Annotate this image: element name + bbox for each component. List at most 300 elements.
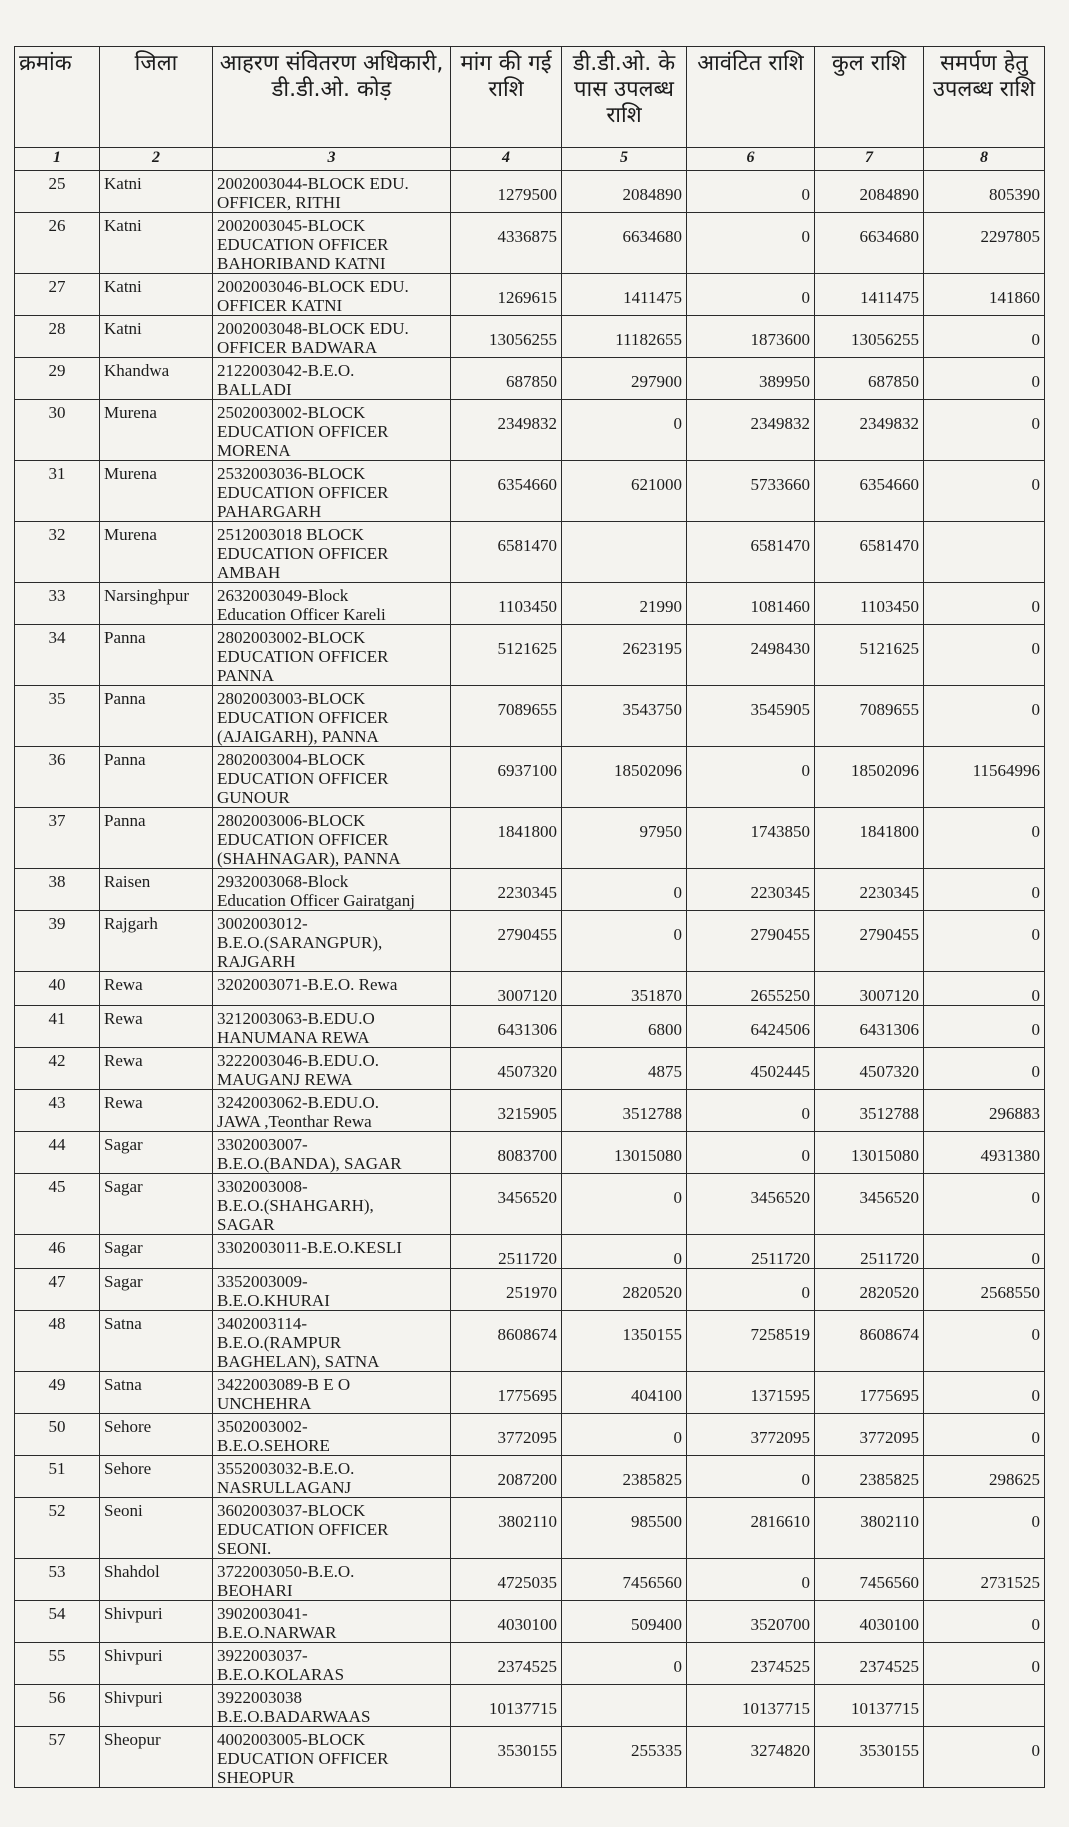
available-cell: 621000 (562, 461, 687, 522)
available-cell: 13015080 (562, 1132, 687, 1174)
table-row (15, 1311, 1045, 1372)
allotted-cell: 0 (687, 1132, 815, 1174)
demand-cell: 6431306 (451, 1006, 562, 1048)
district-cell: Katni (100, 213, 213, 274)
demand-cell: 1269615 (451, 274, 562, 316)
total-cell: 3007120 (815, 972, 924, 1006)
demand-cell: 6354660 (451, 461, 562, 522)
total-cell: 2230345 (815, 869, 924, 911)
ddo-cell: 2002003046-BLOCK EDU. OFFICER KATNI (213, 274, 451, 316)
header-available: डी.डी.ओ. के पास उपलब्ध राशि (562, 47, 687, 148)
table-row (15, 1174, 1045, 1235)
table-row (15, 1048, 1045, 1090)
available-cell: 0 (562, 1174, 687, 1235)
surrender-cell: 0 (924, 1048, 1045, 1090)
table-row (15, 358, 1045, 400)
surrender-cell: 0 (924, 869, 1045, 911)
total-cell: 4507320 (815, 1048, 924, 1090)
demand-cell: 2511720 (451, 1235, 562, 1269)
allocation-table (14, 46, 1045, 1788)
district-cell: Rewa (100, 1090, 213, 1132)
ddo-cell: 3302003008- B.E.O.(SHAHGARH), SAGAR (213, 1174, 451, 1235)
allotted-cell: 5733660 (687, 461, 815, 522)
allotted-cell: 10137715 (687, 1685, 815, 1727)
total-cell: 10137715 (815, 1685, 924, 1727)
table-row (15, 583, 1045, 625)
available-cell: 0 (562, 400, 687, 461)
available-cell: 0 (562, 1643, 687, 1685)
district-cell: Rewa (100, 1048, 213, 1090)
ddo-cell: 3302003007- B.E.O.(BANDA), SAGAR (213, 1132, 451, 1174)
allotted-cell: 0 (687, 213, 815, 274)
table-row (15, 171, 1045, 213)
total-cell: 687850 (815, 358, 924, 400)
total-cell: 4030100 (815, 1601, 924, 1643)
available-cell: 351870 (562, 972, 687, 1006)
available-cell: 2623195 (562, 625, 687, 686)
available-cell: 255335 (562, 1727, 687, 1788)
district-cell: Panna (100, 747, 213, 808)
total-cell: 2820520 (815, 1269, 924, 1311)
ddo-cell: 2932003068-Block Education Officer Gairatganj (213, 869, 451, 911)
allotted-cell: 1743850 (687, 808, 815, 869)
total-cell: 18502096 (815, 747, 924, 808)
total-cell: 2385825 (815, 1456, 924, 1498)
serial-cell: 29 (15, 358, 100, 400)
table-row (15, 274, 1045, 316)
column-number: 6 (687, 148, 815, 171)
surrender-cell: 0 (924, 400, 1045, 461)
serial-cell: 43 (15, 1090, 100, 1132)
column-number: 1 (15, 148, 100, 171)
demand-cell: 3772095 (451, 1414, 562, 1456)
surrender-cell: 0 (924, 1643, 1045, 1685)
serial-cell: 32 (15, 522, 100, 583)
demand-cell: 1279500 (451, 171, 562, 213)
allotted-cell: 1371595 (687, 1372, 815, 1414)
surrender-cell: 0 (924, 1311, 1045, 1372)
total-cell: 1103450 (815, 583, 924, 625)
surrender-cell: 0 (924, 583, 1045, 625)
total-cell: 6431306 (815, 1006, 924, 1048)
available-cell: 2385825 (562, 1456, 687, 1498)
demand-cell: 10137715 (451, 1685, 562, 1727)
district-cell: Shivpuri (100, 1685, 213, 1727)
demand-cell: 6581470 (451, 522, 562, 583)
column-number: 4 (451, 148, 562, 171)
ddo-cell: 3002003012- B.E.O.(SARANGPUR), RAJGARH (213, 911, 451, 972)
available-cell: 21990 (562, 583, 687, 625)
demand-cell: 3215905 (451, 1090, 562, 1132)
column-number: 7 (815, 148, 924, 171)
surrender-cell: 0 (924, 972, 1045, 1006)
allotted-cell: 3274820 (687, 1727, 815, 1788)
demand-cell: 2790455 (451, 911, 562, 972)
allotted-cell: 2230345 (687, 869, 815, 911)
total-cell: 2511720 (815, 1235, 924, 1269)
serial-cell: 38 (15, 869, 100, 911)
allotted-cell: 3456520 (687, 1174, 815, 1235)
surrender-cell: 0 (924, 1006, 1045, 1048)
total-cell: 6581470 (815, 522, 924, 583)
table-row (15, 1685, 1045, 1727)
demand-cell: 4336875 (451, 213, 562, 274)
ddo-cell: 3422003089-B E O UNCHEHRA (213, 1372, 451, 1414)
available-cell: 3543750 (562, 686, 687, 747)
demand-cell: 1841800 (451, 808, 562, 869)
column-number-row (15, 148, 1045, 171)
demand-cell: 1775695 (451, 1372, 562, 1414)
available-cell (562, 1685, 687, 1727)
surrender-cell: 805390 (924, 171, 1045, 213)
table-row (15, 1269, 1045, 1311)
surrender-cell: 141860 (924, 274, 1045, 316)
district-cell: Narsinghpur (100, 583, 213, 625)
table-row (15, 1643, 1045, 1685)
allotted-cell: 0 (687, 1269, 815, 1311)
surrender-cell (924, 522, 1045, 583)
district-cell: Sagar (100, 1235, 213, 1269)
district-cell: Rewa (100, 972, 213, 1006)
serial-cell: 30 (15, 400, 100, 461)
total-cell: 3802110 (815, 1498, 924, 1559)
district-cell: Shivpuri (100, 1643, 213, 1685)
serial-cell: 41 (15, 1006, 100, 1048)
header-surrender: समर्पण हेतु उपलब्ध राशि (924, 47, 1045, 148)
serial-cell: 52 (15, 1498, 100, 1559)
district-cell: Rewa (100, 1006, 213, 1048)
allotted-cell: 2816610 (687, 1498, 815, 1559)
demand-cell: 251970 (451, 1269, 562, 1311)
allotted-cell: 3545905 (687, 686, 815, 747)
available-cell: 0 (562, 1414, 687, 1456)
table-row (15, 213, 1045, 274)
column-number: 8 (924, 148, 1045, 171)
table-row (15, 686, 1045, 747)
available-cell: 2820520 (562, 1269, 687, 1311)
district-cell: Satna (100, 1311, 213, 1372)
total-cell: 13015080 (815, 1132, 924, 1174)
serial-cell: 56 (15, 1685, 100, 1727)
district-cell: Sagar (100, 1174, 213, 1235)
total-cell: 6354660 (815, 461, 924, 522)
ddo-cell: 2632003049-Block Education Officer Kareli (213, 583, 451, 625)
available-cell: 6800 (562, 1006, 687, 1048)
total-cell: 5121625 (815, 625, 924, 686)
available-cell: 97950 (562, 808, 687, 869)
serial-cell: 37 (15, 808, 100, 869)
ddo-cell: 4002003005-BLOCK EDUCATION OFFICER SHEOPUR (213, 1727, 451, 1788)
table-row (15, 625, 1045, 686)
surrender-cell: 0 (924, 1372, 1045, 1414)
district-cell: Raisen (100, 869, 213, 911)
total-cell: 1841800 (815, 808, 924, 869)
serial-cell: 33 (15, 583, 100, 625)
demand-cell: 2230345 (451, 869, 562, 911)
allotted-cell: 2790455 (687, 911, 815, 972)
serial-cell: 53 (15, 1559, 100, 1601)
district-cell: Satna (100, 1372, 213, 1414)
table-row (15, 1006, 1045, 1048)
table-row (15, 1372, 1045, 1414)
allotted-cell: 3520700 (687, 1601, 815, 1643)
surrender-cell: 2731525 (924, 1559, 1045, 1601)
serial-cell: 26 (15, 213, 100, 274)
ddo-cell: 3602003037-BLOCK EDUCATION OFFICER SEONI. (213, 1498, 451, 1559)
header-ddo: आहरण संवितरण अधिकारी, डी.डी.ओ. कोड़ (213, 47, 451, 148)
header-row (15, 47, 1045, 148)
ddo-cell: 3922003037- B.E.O.KOLARAS (213, 1643, 451, 1685)
district-cell: Panna (100, 808, 213, 869)
surrender-cell: 0 (924, 625, 1045, 686)
district-cell: Sehore (100, 1456, 213, 1498)
table-row (15, 1727, 1045, 1788)
header-total: कुल राशि (815, 47, 924, 148)
column-number: 5 (562, 148, 687, 171)
allotted-cell: 6424506 (687, 1006, 815, 1048)
demand-cell: 3802110 (451, 1498, 562, 1559)
total-cell: 3456520 (815, 1174, 924, 1235)
serial-cell: 47 (15, 1269, 100, 1311)
allotted-cell: 2498430 (687, 625, 815, 686)
demand-cell: 3456520 (451, 1174, 562, 1235)
available-cell: 2084890 (562, 171, 687, 213)
ddo-cell: 2502003002-BLOCK EDUCATION OFFICER MORENA (213, 400, 451, 461)
surrender-cell: 0 (924, 911, 1045, 972)
demand-cell: 4725035 (451, 1559, 562, 1601)
allotted-cell: 1081460 (687, 583, 815, 625)
table-row (15, 869, 1045, 911)
available-cell: 1350155 (562, 1311, 687, 1372)
serial-cell: 46 (15, 1235, 100, 1269)
serial-cell: 54 (15, 1601, 100, 1643)
total-cell: 6634680 (815, 213, 924, 274)
district-cell: Khandwa (100, 358, 213, 400)
total-cell: 2790455 (815, 911, 924, 972)
ddo-cell: 2802003003-BLOCK EDUCATION OFFICER (AJAIGARH), PANNA (213, 686, 451, 747)
allotted-cell: 6581470 (687, 522, 815, 583)
district-cell: Sagar (100, 1269, 213, 1311)
allotted-cell: 0 (687, 1090, 815, 1132)
available-cell: 297900 (562, 358, 687, 400)
district-cell: Murena (100, 522, 213, 583)
total-cell: 3772095 (815, 1414, 924, 1456)
surrender-cell: 0 (924, 686, 1045, 747)
table-row (15, 522, 1045, 583)
surrender-cell: 0 (924, 1498, 1045, 1559)
allotted-cell: 4502445 (687, 1048, 815, 1090)
available-cell: 7456560 (562, 1559, 687, 1601)
allotted-cell: 0 (687, 1456, 815, 1498)
total-cell: 1411475 (815, 274, 924, 316)
district-cell: Panna (100, 686, 213, 747)
surrender-cell: 0 (924, 461, 1045, 522)
demand-cell: 7089655 (451, 686, 562, 747)
available-cell (562, 522, 687, 583)
serial-cell: 57 (15, 1727, 100, 1788)
ddo-cell: 2802003004-BLOCK EDUCATION OFFICER GUNOUR (213, 747, 451, 808)
serial-cell: 48 (15, 1311, 100, 1372)
table-row (15, 1456, 1045, 1498)
ddo-cell: 2002003044-BLOCK EDU. OFFICER, RITHI (213, 171, 451, 213)
available-cell: 11182655 (562, 316, 687, 358)
serial-cell: 50 (15, 1414, 100, 1456)
demand-cell: 5121625 (451, 625, 562, 686)
allotted-cell: 0 (687, 171, 815, 213)
total-cell: 3512788 (815, 1090, 924, 1132)
surrender-cell: 4931380 (924, 1132, 1045, 1174)
total-cell: 1775695 (815, 1372, 924, 1414)
allotted-cell: 2374525 (687, 1643, 815, 1685)
allotted-cell: 1873600 (687, 316, 815, 358)
ddo-cell: 2122003042-B.E.O. BALLADI (213, 358, 451, 400)
table-row (15, 972, 1045, 1006)
serial-cell: 31 (15, 461, 100, 522)
ddo-cell: 2002003048-BLOCK EDU. OFFICER BADWARA (213, 316, 451, 358)
ddo-cell: 3902003041- B.E.O.NARWAR (213, 1601, 451, 1643)
allotted-cell: 2655250 (687, 972, 815, 1006)
surrender-cell: 0 (924, 1414, 1045, 1456)
ddo-cell: 3922003038 B.E.O.BADARWAAS (213, 1685, 451, 1727)
serial-cell: 35 (15, 686, 100, 747)
available-cell: 18502096 (562, 747, 687, 808)
table-row (15, 1235, 1045, 1269)
district-cell: Shivpuri (100, 1601, 213, 1643)
available-cell: 6634680 (562, 213, 687, 274)
header-demand: मांग की गई राशि (451, 47, 562, 148)
surrender-cell: 11564996 (924, 747, 1045, 808)
available-cell: 509400 (562, 1601, 687, 1643)
table-row (15, 1132, 1045, 1174)
demand-cell: 2087200 (451, 1456, 562, 1498)
table-row (15, 911, 1045, 972)
table-row (15, 461, 1045, 522)
demand-cell: 1103450 (451, 583, 562, 625)
district-cell: Sheopur (100, 1727, 213, 1788)
allotted-cell: 0 (687, 274, 815, 316)
allotted-cell: 0 (687, 1559, 815, 1601)
available-cell: 985500 (562, 1498, 687, 1559)
surrender-cell: 296883 (924, 1090, 1045, 1132)
total-cell: 13056255 (815, 316, 924, 358)
demand-cell: 8083700 (451, 1132, 562, 1174)
surrender-cell (924, 1685, 1045, 1727)
ddo-cell: 3242003062-B.EDU.O. JAWA ,Teonthar Rewa (213, 1090, 451, 1132)
surrender-cell: 298625 (924, 1456, 1045, 1498)
serial-cell: 28 (15, 316, 100, 358)
table-row (15, 1498, 1045, 1559)
ddo-cell: 3222003046-B.EDU.O. MAUGANJ REWA (213, 1048, 451, 1090)
serial-cell: 25 (15, 171, 100, 213)
header-allotted: आवंटित राशि (687, 47, 815, 148)
serial-cell: 55 (15, 1643, 100, 1685)
total-cell: 8608674 (815, 1311, 924, 1372)
district-cell: Katni (100, 274, 213, 316)
demand-cell: 4030100 (451, 1601, 562, 1643)
district-cell: Katni (100, 171, 213, 213)
demand-cell: 2349832 (451, 400, 562, 461)
serial-cell: 40 (15, 972, 100, 1006)
district-cell: Rajgarh (100, 911, 213, 972)
demand-cell: 687850 (451, 358, 562, 400)
ddo-cell: 2532003036-BLOCK EDUCATION OFFICER PAHARGARH (213, 461, 451, 522)
demand-cell: 3530155 (451, 1727, 562, 1788)
available-cell: 0 (562, 911, 687, 972)
available-cell: 4875 (562, 1048, 687, 1090)
allotted-cell: 7258519 (687, 1311, 815, 1372)
district-cell: Sagar (100, 1132, 213, 1174)
ddo-cell: 2002003045-BLOCK EDUCATION OFFICER BAHORIBAND KATNI (213, 213, 451, 274)
column-number: 2 (100, 148, 213, 171)
surrender-cell: 2568550 (924, 1269, 1045, 1311)
total-cell: 2349832 (815, 400, 924, 461)
ddo-cell: 3352003009- B.E.O.KHURAI (213, 1269, 451, 1311)
district-cell: Seoni (100, 1498, 213, 1559)
ddo-cell: 3302003011-B.E.O.KESLI (213, 1235, 451, 1269)
total-cell: 7089655 (815, 686, 924, 747)
surrender-cell: 2297805 (924, 213, 1045, 274)
district-cell: Murena (100, 400, 213, 461)
header-serial: क्रमांक (15, 47, 100, 148)
available-cell: 404100 (562, 1372, 687, 1414)
allotted-cell: 389950 (687, 358, 815, 400)
serial-cell: 42 (15, 1048, 100, 1090)
district-cell: Murena (100, 461, 213, 522)
serial-cell: 39 (15, 911, 100, 972)
available-cell: 3512788 (562, 1090, 687, 1132)
table-row (15, 1559, 1045, 1601)
available-cell: 1411475 (562, 274, 687, 316)
surrender-cell: 0 (924, 808, 1045, 869)
ddo-cell: 3202003071-B.E.O. Rewa (213, 972, 451, 1006)
ddo-cell: 3722003050-B.E.O. BEOHARI (213, 1559, 451, 1601)
ddo-cell: 3212003063-B.EDU.O HANUMANA REWA (213, 1006, 451, 1048)
serial-cell: 27 (15, 274, 100, 316)
header-district: जिला (100, 47, 213, 148)
total-cell: 2374525 (815, 1643, 924, 1685)
demand-cell: 6937100 (451, 747, 562, 808)
serial-cell: 44 (15, 1132, 100, 1174)
serial-cell: 34 (15, 625, 100, 686)
serial-cell: 51 (15, 1456, 100, 1498)
table-row (15, 747, 1045, 808)
column-number: 3 (213, 148, 451, 171)
table-row (15, 1090, 1045, 1132)
ddo-cell: 3552003032-B.E.O. NASRULLAGANJ (213, 1456, 451, 1498)
available-cell: 0 (562, 869, 687, 911)
serial-cell: 36 (15, 747, 100, 808)
demand-cell: 2374525 (451, 1643, 562, 1685)
ddo-cell: 2802003002-BLOCK EDUCATION OFFICER PANNA (213, 625, 451, 686)
district-cell: Shahdol (100, 1559, 213, 1601)
allotted-cell: 2511720 (687, 1235, 815, 1269)
serial-cell: 45 (15, 1174, 100, 1235)
ddo-cell: 3402003114- B.E.O.(RAMPUR BAGHELAN), SATNA (213, 1311, 451, 1372)
district-cell: Panna (100, 625, 213, 686)
surrender-cell: 0 (924, 1727, 1045, 1788)
surrender-cell: 0 (924, 358, 1045, 400)
table-body (15, 171, 1045, 1788)
district-cell: Katni (100, 316, 213, 358)
surrender-cell: 0 (924, 1601, 1045, 1643)
demand-cell: 4507320 (451, 1048, 562, 1090)
district-cell: Sehore (100, 1414, 213, 1456)
total-cell: 3530155 (815, 1727, 924, 1788)
ddo-cell: 3502003002- B.E.O.SEHORE (213, 1414, 451, 1456)
table-row (15, 808, 1045, 869)
table-row (15, 400, 1045, 461)
surrender-cell: 0 (924, 1235, 1045, 1269)
